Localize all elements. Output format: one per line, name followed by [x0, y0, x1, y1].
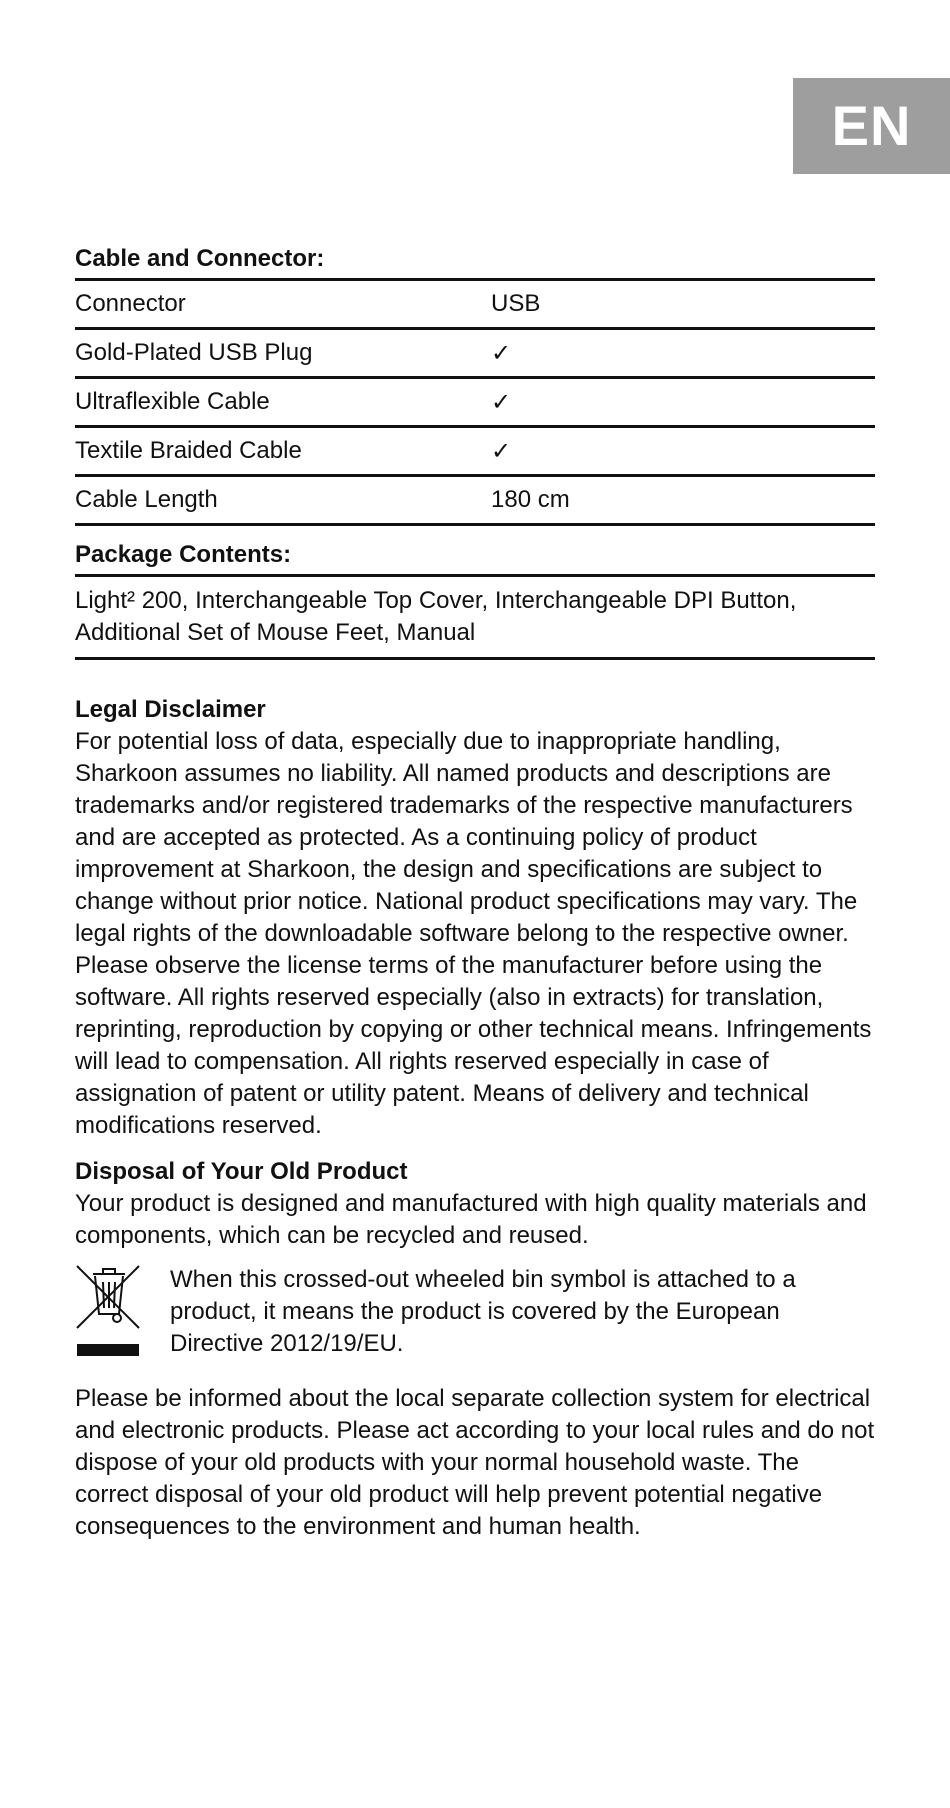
language-tab: EN: [793, 78, 950, 174]
cable-section-title: Cable and Connector:: [75, 245, 325, 272]
spec-value: ✓: [491, 427, 875, 476]
spec-value: USB: [491, 280, 875, 329]
spec-label: Cable Length: [75, 476, 491, 525]
cable-spec-table: [75, 278, 875, 526]
table-row: [75, 427, 875, 476]
disposal-title: Disposal of Your Old Product: [75, 1158, 408, 1185]
spec-value: ✓: [491, 329, 875, 378]
legal-title: Legal Disclaimer: [75, 696, 266, 723]
crossed-bin-icon: [75, 1264, 170, 1365]
spec-label: Connector: [75, 280, 491, 329]
package-section-title: Package Contents:: [75, 541, 292, 568]
document-content: [75, 240, 875, 1543]
disposal-intro: Your product is designed and manufactured with high quality materials and components, which can be recycled and reused.: [75, 1190, 867, 1249]
spec-label: Ultraflexible Cable: [75, 378, 491, 427]
table-row: [75, 378, 875, 427]
legal-section: [75, 694, 875, 1142]
legal-text: For potential loss of data, especially due to inappropriate handling, Sharkoon assumes no liability. All named products and descriptions are trademarks and/or registered trademarks of the respective manufacturers and are accepted as protected. As a continuing policy of product improvement at Sharkoon, the design and specifications are subject to change without prior notice. National product specifications may vary. The legal rights of the downloadable software belong to the respective owner. Please observe the license terms of the manufacturer before using the software. All rights reserved especially (also in extracts) for translation, reprinting, reproduction by copying or other technical means. Infringements will lead to compensation. All rights reserved especially in case of assignation of patent or utility patent. Means of delivery and technical modifications reserved.: [75, 728, 872, 1139]
weee-notice: [75, 1264, 875, 1365]
spec-value: 180 cm: [491, 476, 875, 525]
weee-text: When this crossed-out wheeled bin symbol is attached to a product, it means the product is covered by the European Directive 2012/19/EU.: [170, 1266, 796, 1357]
disposal-final-text: Please be informed about the local separate collection system for electrical and electronic products. Please act according to your local rules and do not dispose of your old products with your normal household waste. The correct disposal of your old product will help prevent potential negative consequences to the environment and human health.: [75, 1385, 875, 1540]
package-contents-text: Light² 200, Interchangeable Top Cover, Interchangeable DPI Button, Additional Set of Mouse Feet, Manual: [75, 574, 875, 660]
table-row: [75, 280, 875, 329]
table-row: [75, 329, 875, 378]
spec-label: Textile Braided Cable: [75, 427, 491, 476]
spec-value: ✓: [491, 378, 875, 427]
spec-label: Gold-Plated USB Plug: [75, 329, 491, 378]
table-row: [75, 476, 875, 525]
